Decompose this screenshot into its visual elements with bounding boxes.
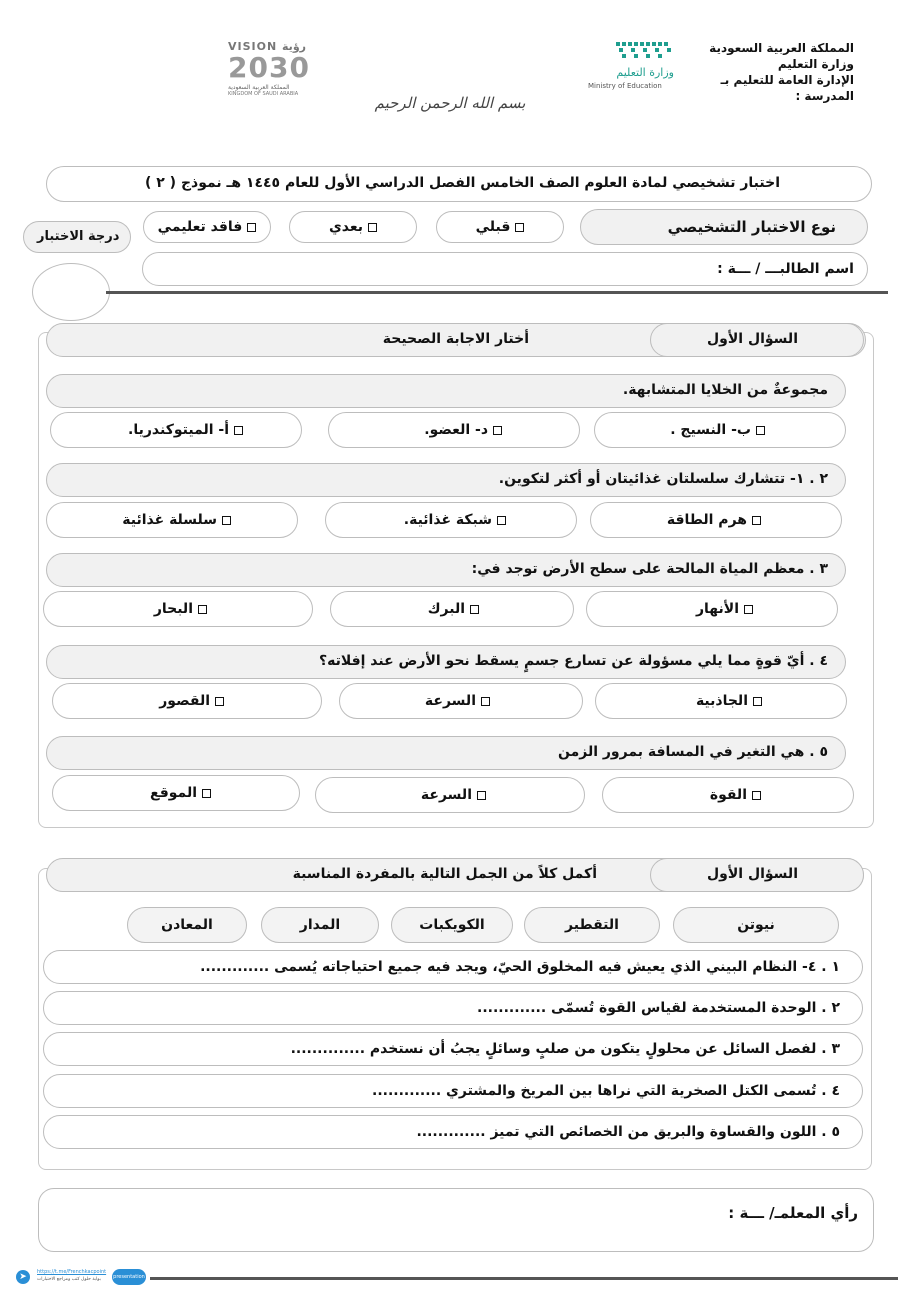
question-1-option-a[interactable] (50, 412, 302, 448)
question-2-option-2[interactable] (325, 502, 577, 538)
option-label: البرك (427, 601, 465, 617)
administration-name: الإدارة العامة للتعليم بـ (720, 73, 854, 87)
section1-label: السؤال الأول (707, 331, 798, 347)
option-label: أ- الميتوكندريا. (128, 422, 229, 438)
question-4-option-3[interactable] (52, 683, 322, 719)
section2-instruction: أكمل كلاً من الجمل التالية بالمفردة المناسبة (292, 866, 597, 882)
header-divider (106, 291, 888, 294)
type-option-label: بعدي (328, 219, 364, 235)
section1-instruction: أختار الاجابة الصحيحة (382, 331, 529, 347)
moe-logo-ar: وزارة التعليم (616, 66, 674, 79)
footer-line (150, 1277, 898, 1280)
checkbox-icon[interactable] (753, 697, 762, 706)
sentence-5[interactable]: ٥ . اللون والقساوة والبريق من الخصائص التي تميز ............. (43, 1115, 863, 1149)
moe-logo-icon (582, 40, 682, 64)
question-2-option-1[interactable] (590, 502, 842, 538)
word-bank-item-orbit[interactable]: المدار (261, 907, 379, 943)
question-2-option-3[interactable] (46, 502, 298, 538)
option-label: سلسلة غذائية (122, 512, 217, 528)
word-bank-item-distillation[interactable]: التقطير (524, 907, 660, 943)
checkbox-icon[interactable] (222, 516, 231, 525)
option-label: الموقع (150, 785, 197, 801)
question-4-option-1[interactable] (595, 683, 847, 719)
word-bank-item-minerals[interactable]: المعادن (127, 907, 247, 943)
question-5-option-1[interactable] (602, 777, 854, 813)
moe-logo (582, 40, 682, 96)
type-option-learning-loss[interactable] (143, 211, 271, 243)
checkbox-icon[interactable] (752, 791, 761, 800)
checkbox-icon[interactable] (234, 426, 243, 435)
option-label: الأنهار (695, 601, 739, 617)
footer-badge: presentation (112, 1269, 146, 1285)
telegram-icon[interactable]: ➤ (16, 1270, 30, 1284)
option-label: البحار (153, 601, 193, 617)
vision-2030-logo (226, 40, 316, 98)
vision-year: 2030 (228, 51, 310, 84)
checkbox-icon[interactable] (752, 516, 761, 525)
question-2-text: ٢ . ١- تتشارك سلسلتان غذائيتان أو أكثر لتكوين. (498, 471, 828, 487)
checkbox-icon[interactable] (368, 223, 377, 232)
sentence-3[interactable]: ٣ . لفصل السائل عن محلولٍ يتكون من صلبٍ وسائلٍ يجبُ أن نستخدم .............. (43, 1032, 863, 1066)
option-label: ب- النسيج . (670, 422, 751, 438)
type-option-before[interactable] (436, 211, 564, 243)
question-3-text: ٣ . معظم المياة المالحة على سطح الأرض توجد في: (471, 561, 828, 577)
question-4-option-2[interactable] (339, 683, 583, 719)
basmala: بسم الله الرحمن الرحيم (374, 94, 526, 112)
type-option-after[interactable] (289, 211, 417, 243)
grade-circle[interactable] (32, 263, 110, 321)
question-5-option-3[interactable] (52, 775, 300, 811)
option-label: القصور (159, 693, 210, 709)
footer-channel: بوابة حلول كتب ومراجع الاختبارات (37, 1277, 101, 1282)
question-5-option-2[interactable] (315, 777, 585, 813)
country-name: المملكة العربية السعودية (709, 41, 854, 55)
type-option-label: فاقد تعليمي (157, 219, 243, 235)
checkbox-icon[interactable] (481, 697, 490, 706)
word-bank-item-asteroids[interactable]: الكويكبات (391, 907, 513, 943)
question-5-text: ٥ . هي التغير في المسافة بمرور الزمن (557, 744, 828, 760)
sentence-1[interactable]: ١ . ٤- النظام البيني الذي يعيش فيه المخلوق الحيّ، ويجد فيه جميع احتياجاته يُسمى ............. (43, 950, 863, 984)
vision-text: VISION رؤية (228, 40, 306, 53)
teacher-opinion-label: رأي المعلمـ/ ـــة : (728, 1204, 858, 1222)
question-1-option-d[interactable] (328, 412, 580, 448)
checkbox-icon[interactable] (215, 697, 224, 706)
exam-grade-label: درجة الاختبار (37, 229, 120, 244)
option-label: الجاذبية (695, 693, 748, 709)
word-bank-item-newton[interactable]: نيوتن (673, 907, 839, 943)
school-label: المدرسة : (795, 89, 854, 103)
ministry-name: وزارة التعليم (777, 57, 854, 71)
question-3-option-2[interactable] (330, 591, 574, 627)
checkbox-icon[interactable] (756, 426, 765, 435)
option-label: السرعة (424, 693, 476, 709)
question-3-option-3[interactable] (43, 591, 313, 627)
section2-label: السؤال الأول (707, 866, 798, 882)
header-block (694, 40, 854, 104)
checkbox-icon[interactable] (470, 605, 479, 614)
checkbox-icon[interactable] (477, 791, 486, 800)
checkbox-icon[interactable] (744, 605, 753, 614)
option-label: هرم الطاقة (666, 512, 747, 528)
sentence-2[interactable]: ٢ . الوحدة المستخدمة لقياس القوة تُسمّى ............. (43, 991, 863, 1025)
question-3-option-1[interactable] (586, 591, 838, 627)
footer-link[interactable]: https://t.me/Frenchkacpoint (37, 1269, 107, 1275)
checkbox-icon[interactable] (202, 789, 211, 798)
student-name-label: اسم الطالبـــ / ـــة : (717, 261, 854, 277)
exam-title: اختبار تشخيصي لمادة العلوم الصف الخامس الفصل الدراسي الأول للعام ١٤٤٥ هـ نموذج ( ٢ ) (144, 175, 780, 191)
checkbox-icon[interactable] (497, 516, 506, 525)
sentence-4[interactable]: ٤ . تُسمى الكتل الصخرية التي نراها بين المريخ والمشتري ............. (43, 1074, 863, 1108)
checkbox-icon[interactable] (198, 605, 207, 614)
vision-sub-en: KINGDOM OF SAUDI ARABIA (228, 91, 299, 97)
checkbox-icon[interactable] (515, 223, 524, 232)
question-1-text: مجموعةٌ من الخلايا المتشابهة. (622, 382, 828, 398)
checkbox-icon[interactable] (247, 223, 256, 232)
type-option-label: قبلي (475, 219, 511, 235)
option-label: السرعة (420, 787, 472, 803)
question-1-option-b[interactable] (594, 412, 846, 448)
option-label: شبكة غذائية. (403, 512, 492, 528)
question-4-text: ٤ . أيّ قوةٍ مما يلي مسؤولة عن تسارع جسمٍ يسقط نحو الأرض عند إفلاته؟ (318, 653, 828, 669)
option-label: د- العضو. (424, 422, 488, 438)
moe-logo-en: Ministry of Education (588, 82, 662, 90)
exam-type-label: نوع الاختبار التشخيصي (667, 218, 836, 236)
checkbox-icon[interactable] (493, 426, 502, 435)
option-label: القوة (709, 787, 747, 803)
vision-sub: المملكة العربية السعودية (228, 84, 290, 91)
